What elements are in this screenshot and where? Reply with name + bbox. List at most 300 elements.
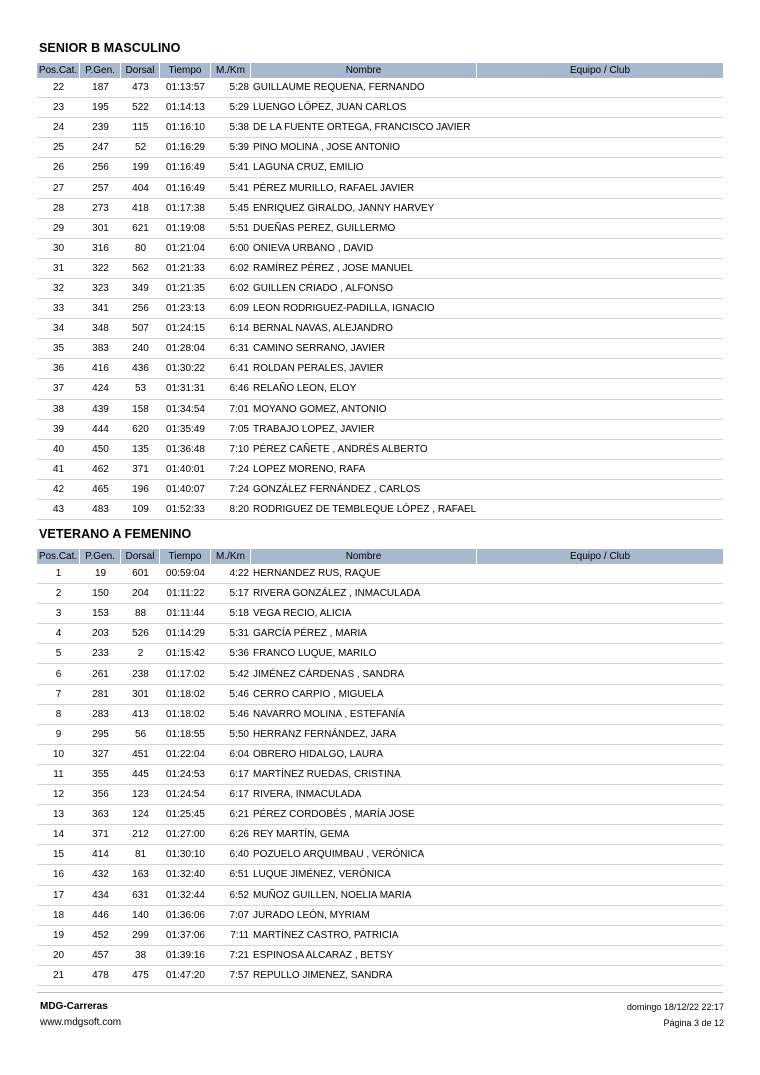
cell-dorsal: 204 bbox=[132, 588, 149, 600]
cell-m-km: 5:39 bbox=[229, 142, 249, 154]
cell-dorsal: 2 bbox=[137, 648, 144, 660]
table-row bbox=[37, 339, 723, 359]
cell-pos-cat: 39 bbox=[52, 423, 65, 435]
cell-dorsal: 53 bbox=[134, 383, 147, 395]
cell-tiempo: 01:21:04 bbox=[166, 242, 205, 254]
cell-dorsal: 436 bbox=[132, 363, 149, 375]
cell-dorsal: 80 bbox=[134, 242, 147, 254]
cell-pos-cat: 28 bbox=[52, 202, 65, 214]
header-tiempo: Tiempo bbox=[160, 549, 211, 564]
cell-nombre: RODRIGUEZ DE TEMBLEQUE LÓPEZ , RAFAEL bbox=[253, 504, 477, 516]
cell-p-gen: 327 bbox=[92, 748, 109, 760]
cell-tiempo: 01:17:38 bbox=[166, 202, 205, 214]
footer-brand: MDG-Carreras bbox=[40, 1001, 108, 1012]
cell-m-km: 5:42 bbox=[229, 668, 249, 680]
cell-tiempo: 01:28:04 bbox=[166, 343, 205, 355]
cell-p-gen: 261 bbox=[92, 668, 109, 680]
header-nombre: Nombre bbox=[251, 549, 477, 564]
cell-tiempo: 01:11:44 bbox=[166, 608, 205, 620]
table-row bbox=[37, 825, 723, 845]
header-pos-cat: Pos.Cat. bbox=[37, 549, 80, 564]
cell-pos-cat: 14 bbox=[52, 829, 65, 841]
table-row bbox=[37, 685, 723, 705]
table-row bbox=[37, 379, 723, 399]
table-row bbox=[37, 805, 723, 825]
cell-dorsal: 451 bbox=[132, 748, 149, 760]
cell-tiempo: 01:17:02 bbox=[166, 668, 205, 680]
cell-m-km: 5:38 bbox=[229, 122, 249, 134]
table-row bbox=[37, 118, 723, 138]
cell-p-gen: 316 bbox=[92, 242, 109, 254]
cell-m-km: 8:20 bbox=[229, 504, 249, 516]
table-row bbox=[37, 460, 723, 480]
cell-p-gen: 452 bbox=[92, 929, 109, 941]
cell-pos-cat: 19 bbox=[52, 929, 65, 941]
cell-p-gen: 256 bbox=[92, 162, 109, 174]
cell-m-km: 5:31 bbox=[229, 628, 249, 640]
cell-p-gen: 322 bbox=[92, 262, 109, 274]
cell-nombre: JIMÉNEZ CÁRDENAS , SANDRA bbox=[253, 668, 405, 680]
results-table-veterano-a-femenino bbox=[37, 549, 723, 986]
cell-pos-cat: 6 bbox=[55, 668, 62, 680]
cell-pos-cat: 24 bbox=[52, 122, 65, 134]
cell-dorsal: 522 bbox=[132, 102, 149, 114]
table-row bbox=[37, 480, 723, 500]
cell-p-gen: 432 bbox=[92, 869, 109, 881]
cell-p-gen: 187 bbox=[92, 82, 109, 94]
cell-nombre: RAMÍREZ PÉREZ , JOSE MANUEL bbox=[253, 262, 414, 274]
cell-pos-cat: 34 bbox=[52, 323, 65, 335]
cell-nombre: LAGUNA CRUZ, EMILIO bbox=[253, 162, 364, 174]
cell-m-km: 6:04 bbox=[229, 748, 249, 760]
cell-dorsal: 631 bbox=[132, 889, 149, 901]
cell-dorsal: 473 bbox=[132, 82, 149, 94]
cell-nombre: FRANCO LUQUE, MARILO bbox=[253, 648, 377, 660]
cell-m-km: 7:57 bbox=[229, 969, 249, 981]
cell-dorsal: 109 bbox=[132, 504, 149, 516]
cell-m-km: 6:52 bbox=[229, 889, 249, 901]
cell-tiempo: 01:24:53 bbox=[166, 768, 205, 780]
cell-pos-cat: 43 bbox=[52, 504, 65, 516]
cell-tiempo: 01:30:22 bbox=[166, 363, 205, 375]
footer-page-number: Página 3 de 12 bbox=[663, 1018, 724, 1028]
cell-m-km: 7:07 bbox=[229, 909, 249, 921]
section-title-veterano-a-femenino: VETERANO A FEMENINO bbox=[39, 527, 192, 541]
header-equipo-club: Equipo / Club bbox=[569, 65, 631, 76]
cell-tiempo: 01:14:13 bbox=[166, 102, 205, 114]
cell-p-gen: 257 bbox=[92, 182, 109, 194]
cell-pos-cat: 7 bbox=[55, 688, 62, 700]
header-tiempo: Tiempo bbox=[160, 63, 211, 78]
cell-pos-cat: 23 bbox=[52, 102, 65, 114]
cell-dorsal: 240 bbox=[132, 343, 149, 355]
cell-tiempo: 01:24:54 bbox=[166, 789, 205, 801]
cell-p-gen: 150 bbox=[92, 588, 109, 600]
cell-nombre: OBRERO HIDALGO, LAURA bbox=[253, 748, 384, 760]
cell-nombre: LEON RODRIGUEZ-PADILLA, IGNACIO bbox=[253, 303, 435, 315]
cell-dorsal: 123 bbox=[132, 789, 149, 801]
cell-pos-cat: 12 bbox=[52, 789, 65, 801]
cell-nombre: GUILLAUME REQUENA, FERNANDO bbox=[253, 82, 425, 94]
table-row bbox=[37, 644, 723, 664]
cell-m-km: 5:50 bbox=[229, 728, 249, 740]
table-row bbox=[37, 745, 723, 765]
cell-m-km: 6:09 bbox=[229, 303, 249, 315]
table-row bbox=[37, 664, 723, 684]
cell-nombre: JURADO LEÓN, MYRIAM bbox=[253, 909, 370, 921]
cell-nombre: MOYANO GOMEZ, ANTONIO bbox=[253, 403, 387, 415]
cell-p-gen: 203 bbox=[92, 628, 109, 640]
cell-m-km: 5:18 bbox=[229, 608, 249, 620]
cell-dorsal: 620 bbox=[132, 423, 149, 435]
table-row bbox=[37, 138, 723, 158]
cell-p-gen: 457 bbox=[92, 949, 109, 961]
cell-p-gen: 478 bbox=[92, 969, 109, 981]
cell-pos-cat: 18 bbox=[52, 909, 65, 921]
cell-dorsal: 212 bbox=[132, 829, 149, 841]
table-row bbox=[37, 158, 723, 178]
cell-dorsal: 140 bbox=[132, 909, 149, 921]
cell-pos-cat: 21 bbox=[52, 969, 65, 981]
cell-tiempo: 01:18:02 bbox=[166, 688, 205, 700]
cell-p-gen: 19 bbox=[94, 568, 107, 580]
header-pos-cat: Pos.Cat. bbox=[37, 63, 80, 78]
header-p-gen: P.Gen. bbox=[80, 63, 121, 78]
cell-pos-cat: 3 bbox=[55, 608, 62, 620]
cell-tiempo: 01:40:01 bbox=[166, 463, 205, 475]
cell-nombre: PÉREZ CORDOBÉS , MARÍA JOSE bbox=[253, 809, 415, 821]
cell-p-gen: 414 bbox=[92, 849, 109, 861]
cell-tiempo: 01:30:10 bbox=[166, 849, 205, 861]
cell-nombre: LOPEZ MORENO, RAFA bbox=[253, 463, 366, 475]
cell-p-gen: 295 bbox=[92, 728, 109, 740]
cell-m-km: 6:40 bbox=[229, 849, 249, 861]
cell-p-gen: 233 bbox=[92, 648, 109, 660]
cell-nombre: PÉREZ MURILLO, RAFAEL JAVIER bbox=[253, 182, 415, 194]
table-row bbox=[37, 845, 723, 865]
table-row bbox=[37, 946, 723, 966]
table-row bbox=[37, 926, 723, 946]
cell-m-km: 6:51 bbox=[229, 869, 249, 881]
cell-tiempo: 01:16:49 bbox=[166, 182, 205, 194]
table-row bbox=[37, 765, 723, 785]
cell-m-km: 5:41 bbox=[229, 162, 249, 174]
cell-pos-cat: 20 bbox=[52, 949, 65, 961]
cell-m-km: 5:36 bbox=[229, 648, 249, 660]
cell-dorsal: 301 bbox=[132, 688, 149, 700]
cell-nombre: RIVERA, INMACULADA bbox=[253, 789, 362, 801]
cell-pos-cat: 2 bbox=[55, 588, 62, 600]
cell-nombre: ENRIQUEZ GIRALDO, JANNY HARVEY bbox=[253, 202, 435, 214]
cell-pos-cat: 26 bbox=[52, 162, 65, 174]
cell-tiempo: 01:47:20 bbox=[166, 969, 205, 981]
cell-p-gen: 301 bbox=[92, 222, 109, 234]
cell-m-km: 6:17 bbox=[229, 789, 249, 801]
cell-m-km: 6:21 bbox=[229, 809, 249, 821]
cell-pos-cat: 22 bbox=[52, 82, 65, 94]
table-row bbox=[37, 440, 723, 460]
table-header bbox=[37, 63, 723, 78]
cell-pos-cat: 1 bbox=[55, 568, 62, 580]
cell-dorsal: 196 bbox=[132, 483, 149, 495]
cell-tiempo: 01:25:45 bbox=[166, 809, 205, 821]
cell-tiempo: 01:39:16 bbox=[166, 949, 205, 961]
table-row bbox=[37, 725, 723, 745]
cell-dorsal: 621 bbox=[132, 222, 149, 234]
cell-dorsal: 445 bbox=[132, 768, 149, 780]
cell-m-km: 6:46 bbox=[229, 383, 249, 395]
cell-nombre: REY MARTÍN, GEMA bbox=[253, 829, 350, 841]
cell-p-gen: 363 bbox=[92, 809, 109, 821]
table-row bbox=[37, 359, 723, 379]
cell-nombre: MARTÍNEZ RUEDAS, CRISTINA bbox=[253, 768, 401, 780]
cell-tiempo: 01:52:33 bbox=[166, 504, 205, 516]
cell-p-gen: 416 bbox=[92, 363, 109, 375]
cell-p-gen: 239 bbox=[92, 122, 109, 134]
cell-tiempo: 01:36:48 bbox=[166, 443, 205, 455]
cell-dorsal: 601 bbox=[132, 568, 149, 580]
cell-pos-cat: 9 bbox=[55, 728, 62, 740]
table-header bbox=[37, 549, 723, 564]
header-dorsal: Dorsal bbox=[121, 63, 160, 78]
cell-p-gen: 434 bbox=[92, 889, 109, 901]
cell-nombre: ESPINOSA ALCARAZ , BETSY bbox=[253, 949, 394, 961]
table-row bbox=[37, 299, 723, 319]
cell-p-gen: 195 bbox=[92, 102, 109, 114]
table-row bbox=[37, 906, 723, 926]
cell-dorsal: 135 bbox=[132, 443, 149, 455]
cell-p-gen: 424 bbox=[92, 383, 109, 395]
cell-pos-cat: 32 bbox=[52, 282, 65, 294]
cell-tiempo: 01:11:22 bbox=[166, 588, 205, 600]
cell-m-km: 5:46 bbox=[229, 708, 249, 720]
cell-dorsal: 349 bbox=[132, 282, 149, 294]
cell-dorsal: 404 bbox=[132, 182, 149, 194]
cell-m-km: 5:29 bbox=[229, 102, 249, 114]
cell-dorsal: 475 bbox=[132, 969, 149, 981]
cell-pos-cat: 30 bbox=[52, 242, 65, 254]
footer-datetime: domingo 18/12/22 22:17 bbox=[626, 1002, 724, 1012]
footer-divider bbox=[37, 992, 723, 993]
cell-m-km: 7:11 bbox=[230, 929, 249, 941]
cell-pos-cat: 10 bbox=[52, 748, 65, 760]
table-row bbox=[37, 604, 723, 624]
cell-tiempo: 01:23:13 bbox=[166, 303, 205, 315]
cell-nombre: HERRANZ FERNÁNDEZ, JARA bbox=[253, 728, 397, 740]
cell-tiempo: 01:16:49 bbox=[166, 162, 205, 174]
table-row bbox=[37, 319, 723, 339]
cell-nombre: RELAÑO LEON, ELOY bbox=[253, 383, 357, 395]
table-row bbox=[37, 259, 723, 279]
cell-dorsal: 158 bbox=[132, 403, 149, 415]
cell-pos-cat: 5 bbox=[55, 648, 62, 660]
cell-tiempo: 01:32:44 bbox=[166, 889, 205, 901]
cell-nombre: RIVERA GONZÁLEZ , INMACULADA bbox=[253, 588, 421, 600]
cell-m-km: 6:41 bbox=[229, 363, 249, 375]
header-dorsal: Dorsal bbox=[121, 549, 160, 564]
cell-m-km: 5:51 bbox=[229, 222, 249, 234]
cell-dorsal: 526 bbox=[132, 628, 149, 640]
cell-nombre: GONZÁLEZ FERNÁNDEZ , CARLOS bbox=[253, 483, 421, 495]
cell-dorsal: 238 bbox=[132, 668, 149, 680]
cell-pos-cat: 16 bbox=[52, 869, 65, 881]
header-p-gen: P.Gen. bbox=[80, 549, 121, 564]
cell-m-km: 6:17 bbox=[229, 768, 249, 780]
cell-nombre: MUÑOZ GUILLEN, NOELIA MARIA bbox=[253, 889, 412, 901]
table-row bbox=[37, 420, 723, 440]
header-equipo-club: Equipo / Club bbox=[569, 551, 631, 562]
table-row bbox=[37, 199, 723, 219]
cell-dorsal: 507 bbox=[132, 323, 149, 335]
cell-p-gen: 348 bbox=[92, 323, 109, 335]
table-row bbox=[37, 98, 723, 118]
cell-dorsal: 371 bbox=[132, 463, 149, 475]
cell-p-gen: 450 bbox=[92, 443, 109, 455]
cell-nombre: CERRO CARPIO , MIGUELA bbox=[253, 688, 384, 700]
cell-dorsal: 413 bbox=[132, 708, 149, 720]
cell-tiempo: 01:18:02 bbox=[166, 708, 205, 720]
cell-pos-cat: 35 bbox=[52, 343, 65, 355]
cell-dorsal: 81 bbox=[134, 849, 147, 861]
cell-nombre: BERNAL NAVAS, ALEJANDRO bbox=[253, 323, 393, 335]
cell-m-km: 7:10 bbox=[229, 443, 249, 455]
cell-p-gen: 383 bbox=[92, 343, 109, 355]
cell-pos-cat: 31 bbox=[52, 262, 65, 274]
cell-dorsal: 38 bbox=[134, 949, 147, 961]
table-row bbox=[37, 785, 723, 805]
cell-pos-cat: 40 bbox=[52, 443, 65, 455]
cell-nombre: CAMINO SERRANO, JAVIER bbox=[253, 343, 386, 355]
cell-p-gen: 341 bbox=[92, 303, 109, 315]
cell-nombre: REPULLO JIMENEZ, SANDRA bbox=[253, 969, 393, 981]
cell-tiempo: 00:59:04 bbox=[166, 568, 205, 580]
cell-tiempo: 01:27:00 bbox=[166, 829, 205, 841]
cell-dorsal: 88 bbox=[134, 608, 147, 620]
cell-pos-cat: 38 bbox=[52, 403, 65, 415]
cell-tiempo: 01:37:06 bbox=[166, 929, 205, 941]
cell-pos-cat: 36 bbox=[52, 363, 65, 375]
cell-nombre: NAVARRO MOLINA , ESTEFANÍA bbox=[253, 708, 405, 720]
cell-tiempo: 01:34:54 bbox=[166, 403, 205, 415]
cell-dorsal: 562 bbox=[132, 262, 149, 274]
cell-tiempo: 01:16:10 bbox=[166, 122, 205, 134]
cell-nombre: POZUELO ARQUIMBAU , VERÓNICA bbox=[253, 849, 425, 861]
table-row bbox=[37, 400, 723, 420]
cell-nombre: GUILLEN CRIADO , ALFONSO bbox=[253, 282, 394, 294]
cell-p-gen: 356 bbox=[92, 789, 109, 801]
cell-dorsal: 418 bbox=[132, 202, 149, 214]
cell-nombre: LUENGO LÓPEZ, JUAN CARLOS bbox=[253, 102, 407, 114]
cell-nombre: LUQUE JIMÉNEZ, VERÓNICA bbox=[253, 869, 391, 881]
cell-pos-cat: 41 bbox=[52, 463, 65, 475]
cell-tiempo: 01:40:07 bbox=[166, 483, 205, 495]
table-row bbox=[37, 279, 723, 299]
cell-tiempo: 01:35:49 bbox=[166, 423, 205, 435]
cell-tiempo: 01:31:31 bbox=[166, 383, 205, 395]
cell-nombre: PÉREZ CAÑETE , ANDRÉS ALBERTO bbox=[253, 443, 428, 455]
table-row bbox=[37, 78, 723, 98]
cell-p-gen: 281 bbox=[92, 688, 109, 700]
cell-tiempo: 01:22:04 bbox=[166, 748, 205, 760]
cell-nombre: GARCÍA PÉREZ , MARIA bbox=[253, 628, 367, 640]
cell-tiempo: 01:32:40 bbox=[166, 869, 205, 881]
cell-m-km: 5:28 bbox=[229, 82, 249, 94]
cell-m-km: 6:02 bbox=[229, 262, 249, 274]
cell-nombre: ROLDAN PERALES, JAVIER bbox=[253, 363, 384, 375]
cell-m-km: 7:21 bbox=[229, 949, 249, 961]
cell-m-km: 5:41 bbox=[229, 182, 249, 194]
cell-m-km: 5:17 bbox=[229, 588, 249, 600]
cell-tiempo: 01:15:42 bbox=[166, 648, 205, 660]
header-nombre: Nombre bbox=[251, 63, 477, 78]
cell-tiempo: 01:16:29 bbox=[166, 142, 205, 154]
cell-m-km: 5:46 bbox=[229, 688, 249, 700]
table-row bbox=[37, 886, 723, 906]
cell-m-km: 6:26 bbox=[229, 829, 249, 841]
table-row bbox=[37, 584, 723, 604]
cell-m-km: 6:02 bbox=[229, 282, 249, 294]
table-row bbox=[37, 865, 723, 885]
cell-pos-cat: 15 bbox=[52, 849, 65, 861]
cell-p-gen: 483 bbox=[92, 504, 109, 516]
table-row bbox=[37, 705, 723, 725]
cell-tiempo: 01:21:35 bbox=[166, 282, 205, 294]
cell-pos-cat: 29 bbox=[52, 222, 65, 234]
cell-tiempo: 01:24:15 bbox=[166, 323, 205, 335]
cell-dorsal: 163 bbox=[132, 869, 149, 881]
cell-pos-cat: 17 bbox=[52, 889, 65, 901]
cell-m-km: 6:00 bbox=[229, 242, 249, 254]
cell-m-km: 7:24 bbox=[229, 463, 249, 475]
cell-p-gen: 247 bbox=[92, 142, 109, 154]
cell-m-km: 5:45 bbox=[229, 202, 249, 214]
cell-pos-cat: 42 bbox=[52, 483, 65, 495]
cell-tiempo: 01:36:06 bbox=[166, 909, 205, 921]
section-title-senior-b-masculino: SENIOR B MASCULINO bbox=[39, 41, 181, 55]
cell-nombre: PINO MOLINA , JOSE ANTONIO bbox=[253, 142, 401, 154]
cell-p-gen: 439 bbox=[92, 403, 109, 415]
cell-dorsal: 52 bbox=[134, 142, 147, 154]
cell-p-gen: 465 bbox=[92, 483, 109, 495]
cell-tiempo: 01:18:55 bbox=[166, 728, 205, 740]
cell-m-km: 7:24 bbox=[229, 483, 249, 495]
footer-website-link[interactable]: www.mdgsoft.com bbox=[40, 1017, 122, 1028]
cell-tiempo: 01:21:33 bbox=[166, 262, 205, 274]
table-row bbox=[37, 500, 723, 520]
cell-nombre: ONIEVA URBANO , DAVID bbox=[253, 242, 374, 254]
cell-pos-cat: 11 bbox=[53, 768, 64, 780]
cell-tiempo: 01:14:29 bbox=[166, 628, 205, 640]
table-row bbox=[37, 239, 723, 259]
cell-nombre: MARTÍNEZ CASTRO, PATRICIA bbox=[253, 929, 399, 941]
header-m-km: M./Km bbox=[211, 549, 251, 564]
cell-dorsal: 56 bbox=[134, 728, 147, 740]
cell-nombre: VEGA RECIO, ALICIA bbox=[253, 608, 352, 620]
cell-dorsal: 124 bbox=[132, 809, 149, 821]
cell-pos-cat: 27 bbox=[52, 182, 65, 194]
cell-m-km: 6:31 bbox=[229, 343, 249, 355]
cell-p-gen: 371 bbox=[92, 829, 109, 841]
header-m-km: M./Km bbox=[211, 63, 251, 78]
cell-p-gen: 444 bbox=[92, 423, 109, 435]
cell-m-km: 7:01 bbox=[229, 403, 249, 415]
cell-dorsal: 256 bbox=[132, 303, 149, 315]
table-row bbox=[37, 219, 723, 239]
cell-nombre: DE LA FUENTE ORTEGA, FRANCISCO JAVIER bbox=[253, 122, 471, 134]
cell-pos-cat: 8 bbox=[55, 708, 62, 720]
cell-pos-cat: 33 bbox=[52, 303, 65, 315]
cell-p-gen: 462 bbox=[92, 463, 109, 475]
